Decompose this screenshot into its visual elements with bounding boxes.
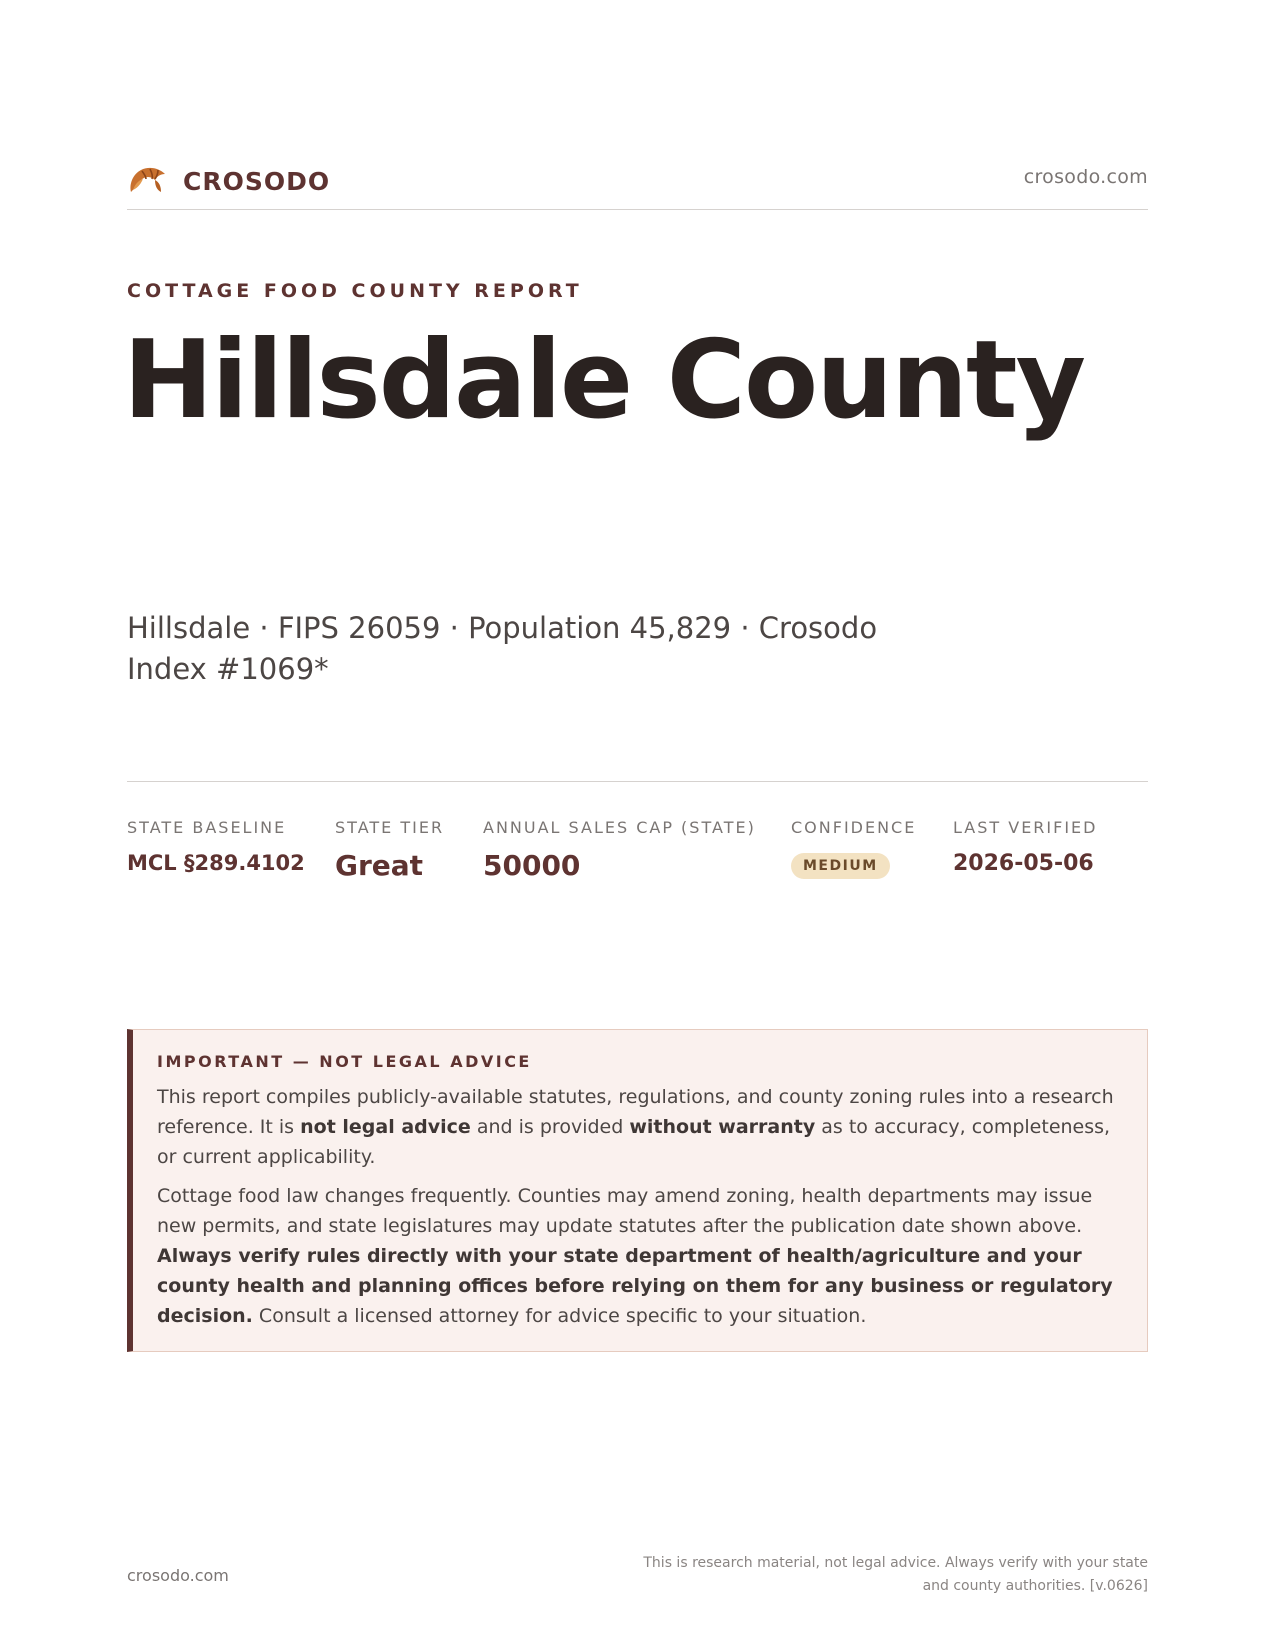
croissant-icon xyxy=(127,162,169,200)
notice-emphasis: without warranty xyxy=(629,1116,816,1138)
stat-value: Great xyxy=(335,849,424,882)
notice-text: This report compiles publicly-available statutes, regulations, and county zoning rules into a research reference. It is xyxy=(157,1086,1114,1138)
notice-paragraph xyxy=(157,1082,1121,1172)
notice-text: as to accuracy, completeness, or current applicability. xyxy=(157,1116,1111,1168)
stat-label: CONFIDENCE xyxy=(791,818,917,837)
notice-text: Consult a licensed attorney for advice specific to your situation. xyxy=(252,1305,867,1327)
stat-value: 2026-05-06 xyxy=(953,851,1094,876)
notice-emphasis: not legal advice xyxy=(300,1116,471,1138)
legal-notice-box xyxy=(127,1029,1148,1352)
brand-name: CROSODO xyxy=(183,166,331,196)
site-link[interactable]: crosodo.com xyxy=(1023,166,1148,188)
county-summary: Hillsdale · FIPS 26059 · Population 45,829 · Crosodo Index #1069* xyxy=(127,611,878,686)
stat-label: ANNUAL SALES CAP (STATE) xyxy=(483,818,756,837)
notice-emphasis: Always verify rules directly with your state department of health/agriculture and your county health and planning offices before relying on them for any business or regulatory decision. xyxy=(157,1245,1113,1327)
stat-label: STATE BASELINE xyxy=(127,818,287,837)
header-bar xyxy=(127,156,1148,210)
stat-confidence xyxy=(791,818,916,879)
stat-state-tier xyxy=(335,818,444,882)
notice-text: and is provided xyxy=(470,1116,630,1138)
divider xyxy=(127,781,1148,782)
stat-value: MCL §289.4102 xyxy=(127,851,305,875)
report-kicker: COTTAGE FOOD COUNTY REPORT xyxy=(127,280,583,302)
notice-paragraph xyxy=(157,1181,1121,1331)
stat-last-verified xyxy=(953,818,1097,876)
report-page xyxy=(123,0,1148,1650)
footer-site-link[interactable]: crosodo.com xyxy=(127,1566,229,1585)
stat-label: LAST VERIFIED xyxy=(953,818,1098,837)
stat-value: 50000 xyxy=(483,849,581,882)
stat-label: STATE TIER xyxy=(335,818,445,837)
notice-text: Cottage food law changes frequently. Counties may amend zoning, health departments may issue new permits, and state legislatures may update statutes after the publication date shown above. xyxy=(157,1185,1093,1237)
stat-annual-sales-cap xyxy=(483,818,756,882)
confidence-badge: MEDIUM xyxy=(791,853,890,879)
stat-state-baseline xyxy=(127,818,305,875)
page-title: Hillsdale County xyxy=(123,318,1085,443)
notice-title: IMPORTANT — NOT LEGAL ADVICE xyxy=(157,1052,532,1071)
footer-disclaimer: This is research material, not legal advice. Always verify with your state and county authorities. [v.0626] xyxy=(643,1555,1148,1594)
brand[interactable] xyxy=(127,162,330,200)
